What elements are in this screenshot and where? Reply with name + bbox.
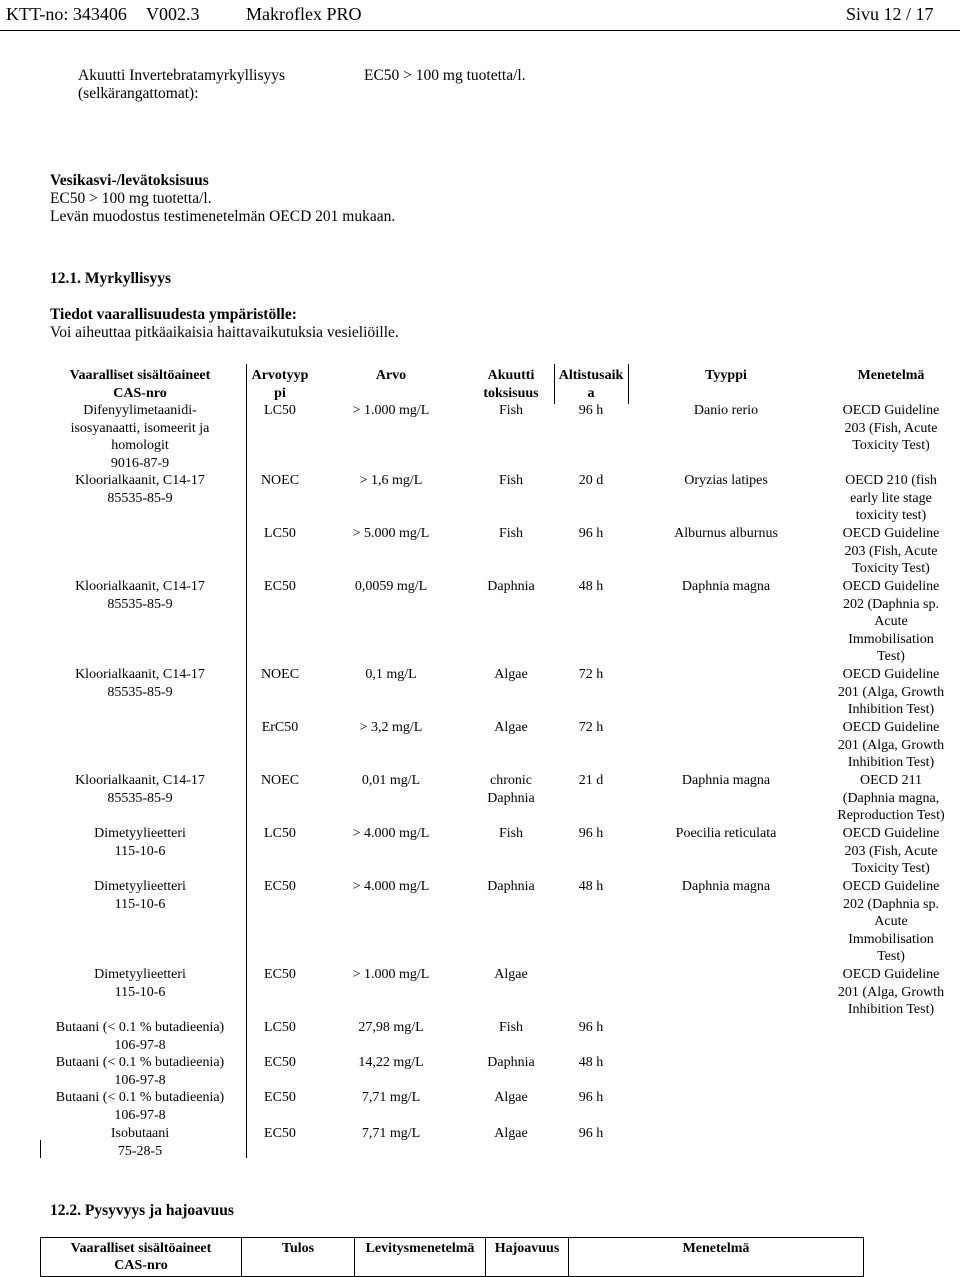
value-cell: > 5.000 mg/L <box>352 526 430 541</box>
substance-cell: 106-97-8 <box>114 1107 166 1123</box>
substance-cell: 115-10-6 <box>114 896 166 912</box>
value-type-cell: NOEC <box>260 667 300 682</box>
value-type-cell: LC50 <box>264 526 296 541</box>
substance-cell: 85535-85-9 <box>107 490 173 506</box>
toxicity-cell: Algae <box>494 720 528 735</box>
method-cell: Acute <box>874 614 908 630</box>
method-cell: OECD Guideline <box>842 967 940 982</box>
th-type-1: Arvotyyp <box>251 368 309 383</box>
substance-cell: Butaani (< 0.1 % butadieenia) <box>55 1055 225 1070</box>
method-cell: 203 (Fish, Acute <box>844 843 938 859</box>
method-cell: 203 (Fish, Acute <box>844 420 938 436</box>
method-cell: Toxicity Test) <box>852 861 930 877</box>
method-cell: (Daphnia magna, <box>842 790 940 806</box>
toxicity-cell: Fish <box>498 1020 524 1035</box>
method-cell: OECD Guideline <box>842 526 940 541</box>
method-cell: 202 (Daphnia sp. <box>842 596 940 612</box>
persistence-table <box>40 1237 864 1277</box>
col-divider <box>554 364 555 404</box>
page-number: Sivu 12 / 17 <box>846 4 934 24</box>
section-12-1-text: Voi aiheuttaa pitkäaikaisia haittavaikutuksia vesieliöille. <box>50 324 399 341</box>
section-12-1-title: 12.1. Myrkyllisyys <box>50 270 171 287</box>
value-type-cell: EC50 <box>264 1055 296 1070</box>
exposure-cell: 96 h <box>578 826 604 841</box>
version: V002.3 <box>146 4 200 24</box>
substance-cell: Kloorialkaanit, C14-17 <box>75 773 205 788</box>
th-exposure-1: Altistusaik <box>558 368 624 383</box>
value-cell: 0,1 mg/L <box>365 667 417 682</box>
substance-cell: Butaani (< 0.1 % butadieenia) <box>55 1090 225 1105</box>
value-type-cell: LC50 <box>264 826 296 841</box>
product-name: Makroflex PRO <box>246 4 362 24</box>
th-tox-1: Akuutti <box>487 368 535 383</box>
species-cell: Daphnia magna <box>681 579 771 594</box>
col-divider <box>246 364 247 1158</box>
species-cell: Poecilia reticulata <box>675 826 777 841</box>
method-cell: OECD Guideline <box>842 667 940 682</box>
value-cell: 0,0059 mg/L <box>354 579 428 594</box>
value-cell: 0,01 mg/L <box>361 773 421 788</box>
invertebrate-value: EC50 > 100 mg tuotetta/l. <box>364 67 526 84</box>
species-cell: Danio rerio <box>693 403 759 418</box>
toxicity-cell: Algae <box>494 1090 528 1105</box>
exposure-cell: 48 h <box>578 579 604 594</box>
method-cell: early lite stage <box>850 490 932 506</box>
exposure-cell: 96 h <box>578 1090 604 1105</box>
method-cell: 201 (Alga, Growth <box>837 737 945 753</box>
t2-th-method: Menetelmä <box>569 1238 864 1277</box>
value-type-cell: NOEC <box>260 773 300 788</box>
exposure-cell: 72 h <box>578 667 604 682</box>
t2-th-substance <box>41 1238 242 1277</box>
value-cell: > 4.000 mg/L <box>352 879 430 894</box>
substance-cell: 115-10-6 <box>114 843 166 859</box>
value-cell: 27,98 mg/L <box>358 1020 424 1035</box>
exposure-cell: 72 h <box>578 720 604 735</box>
exposure-cell: 96 h <box>578 1126 604 1141</box>
method-cell: Toxicity Test) <box>852 561 930 577</box>
value-type-cell: EC50 <box>264 1090 296 1105</box>
invertebrate-label-2: (selkärangattomat): <box>78 85 199 102</box>
value-cell: 7,71 mg/L <box>361 1126 421 1141</box>
value-cell: 7,71 mg/L <box>361 1090 421 1105</box>
value-type-cell: ErC50 <box>261 720 299 735</box>
value-cell: > 3,2 mg/L <box>359 720 423 735</box>
toxicity-cell: chronic <box>490 773 532 788</box>
substance-cell: Kloorialkaanit, C14-17 <box>75 473 205 488</box>
algae-line-2: Levän muodostus testimenetelmän OECD 201 mukaan. <box>50 208 396 225</box>
exposure-cell: 96 h <box>578 1020 604 1035</box>
method-cell: 201 (Alga, Growth <box>837 684 945 700</box>
species-cell: Alburnus alburnus <box>674 526 778 541</box>
substance-cell: 75-28-5 <box>117 1143 163 1159</box>
header-divider <box>0 30 960 31</box>
method-cell: Inhibition Test) <box>847 702 935 718</box>
th-exposure-2: a <box>587 386 595 401</box>
species-cell: Daphnia magna <box>681 773 771 788</box>
method-cell: Test) <box>877 949 905 965</box>
toxicity-cell: Daphnia <box>487 790 535 806</box>
substance-cell: homologit <box>111 438 169 454</box>
ktt-number: KTT-no: 343406 <box>6 4 127 24</box>
method-cell: toxicity test) <box>855 508 927 524</box>
substance-cell: 106-97-8 <box>114 1072 166 1088</box>
species-cell: Daphnia magna <box>681 879 771 894</box>
value-type-cell: LC50 <box>264 1020 296 1035</box>
t2-th-method-dist: Levitysmenetelmä <box>355 1238 486 1277</box>
exposure-cell: 96 h <box>578 526 604 541</box>
substance-cell: Dimetyylieetteri <box>94 826 186 841</box>
method-cell: OECD 211 <box>859 773 923 788</box>
method-cell: 202 (Daphnia sp. <box>842 896 940 912</box>
value-cell: > 1.000 mg/L <box>352 967 430 982</box>
substance-cell: 106-97-8 <box>114 1037 166 1053</box>
value-type-cell: EC50 <box>264 579 296 594</box>
substance-cell: 115-10-6 <box>114 984 166 1000</box>
value-type-cell: NOEC <box>260 473 300 488</box>
toxicity-cell: Fish <box>498 473 524 488</box>
toxicity-cell: Daphnia <box>487 1055 535 1070</box>
substance-cell: Dimetyylieetteri <box>94 967 186 982</box>
method-cell: Immobilisation <box>848 631 934 647</box>
substance-cell: Difenyylimetaanidi- <box>83 403 197 418</box>
t2-th-substance-1: Vaaralliset sisältöaineet <box>70 1241 212 1256</box>
th-kind: Tyyppi <box>705 368 747 383</box>
substance-cell: 85535-85-9 <box>107 790 173 806</box>
substance-cell: Isobutaani <box>110 1126 170 1141</box>
toxicity-cell: Algae <box>494 967 528 982</box>
toxicity-cell: Fish <box>498 826 524 841</box>
value-cell: > 1,6 mg/L <box>359 473 423 488</box>
col-divider <box>628 364 629 404</box>
substance-cell: Butaani (< 0.1 % butadieenia) <box>55 1020 225 1035</box>
algae-title: Vesikasvi-/levätoksisuus <box>50 172 209 189</box>
method-cell: OECD Guideline <box>842 720 940 735</box>
method-cell: 201 (Alga, Growth <box>837 984 945 1000</box>
value-cell: 14,22 mg/L <box>358 1055 424 1070</box>
toxicity-cell: Algae <box>494 667 528 682</box>
method-cell: Reproduction Test) <box>837 808 945 824</box>
substance-cell: 9016-87-9 <box>110 455 170 471</box>
th-tox-2: toksisuus <box>483 386 539 401</box>
substance-cell: isosyanaatti, isomeerit ja <box>70 420 210 436</box>
method-cell: OECD Guideline <box>842 403 940 418</box>
species-cell: Oryzias latipes <box>684 473 768 488</box>
value-type-cell: LC50 <box>264 403 296 418</box>
method-cell: Test) <box>877 649 905 665</box>
toxicity-cell: Daphnia <box>487 879 535 894</box>
t2-th-degradability: Hajoavuus <box>486 1238 569 1277</box>
toxicity-cell: Fish <box>498 526 524 541</box>
th-substance-1: Vaaralliset sisältöaineet <box>69 368 211 383</box>
exposure-cell: 48 h <box>578 879 604 894</box>
t2-th-substance-2: CAS-nro <box>114 1258 168 1273</box>
value-cell: > 1.000 mg/L <box>352 403 430 418</box>
method-cell: Toxicity Test) <box>852 438 930 454</box>
method-cell: Inhibition Test) <box>847 1002 935 1018</box>
method-cell: OECD Guideline <box>842 579 940 594</box>
method-cell: OECD Guideline <box>842 879 940 894</box>
substance-cell: Kloorialkaanit, C14-17 <box>75 667 205 682</box>
exposure-cell: 48 h <box>578 1055 604 1070</box>
method-cell: Inhibition Test) <box>847 755 935 771</box>
th-type-2: pi <box>274 386 286 401</box>
method-cell: OECD Guideline <box>842 826 940 841</box>
method-cell: Immobilisation <box>848 931 934 947</box>
value-type-cell: EC50 <box>264 967 296 982</box>
substance-cell: Kloorialkaanit, C14-17 <box>75 579 205 594</box>
exposure-cell: 96 h <box>578 403 604 418</box>
method-cell: Acute <box>874 914 908 930</box>
toxicity-cell: Fish <box>498 403 524 418</box>
toxicity-cell: Daphnia <box>487 579 535 594</box>
exposure-cell: 21 d <box>578 773 604 788</box>
substance-cell: Dimetyylieetteri <box>94 879 186 894</box>
algae-line-1: EC50 > 100 mg tuotetta/l. <box>50 190 212 207</box>
section-12-1-subtitle: Tiedot vaarallisuudesta ympäristölle: <box>50 306 297 323</box>
value-type-cell: EC50 <box>264 1126 296 1141</box>
method-cell: OECD 210 (fish <box>845 473 937 488</box>
th-value: Arvo <box>375 368 407 383</box>
value-cell: > 4.000 mg/L <box>352 826 430 841</box>
th-substance-2: CAS-nro <box>113 386 167 401</box>
exposure-cell: 20 d <box>578 473 604 488</box>
substance-cell: 85535-85-9 <box>107 596 173 612</box>
th-method: Menetelmä <box>857 368 925 383</box>
method-cell: 203 (Fish, Acute <box>844 543 938 559</box>
value-type-cell: EC50 <box>264 879 296 894</box>
invertebrate-label-1: Akuutti Invertebratamyrkyllisyys <box>78 67 286 84</box>
t2-th-result: Tulos <box>242 1238 355 1277</box>
toxicity-cell: Algae <box>494 1126 528 1141</box>
substance-cell: 85535-85-9 <box>107 684 173 700</box>
section-12-2-title: 12.2. Pysyvyys ja hajoavuus <box>50 1202 234 1219</box>
